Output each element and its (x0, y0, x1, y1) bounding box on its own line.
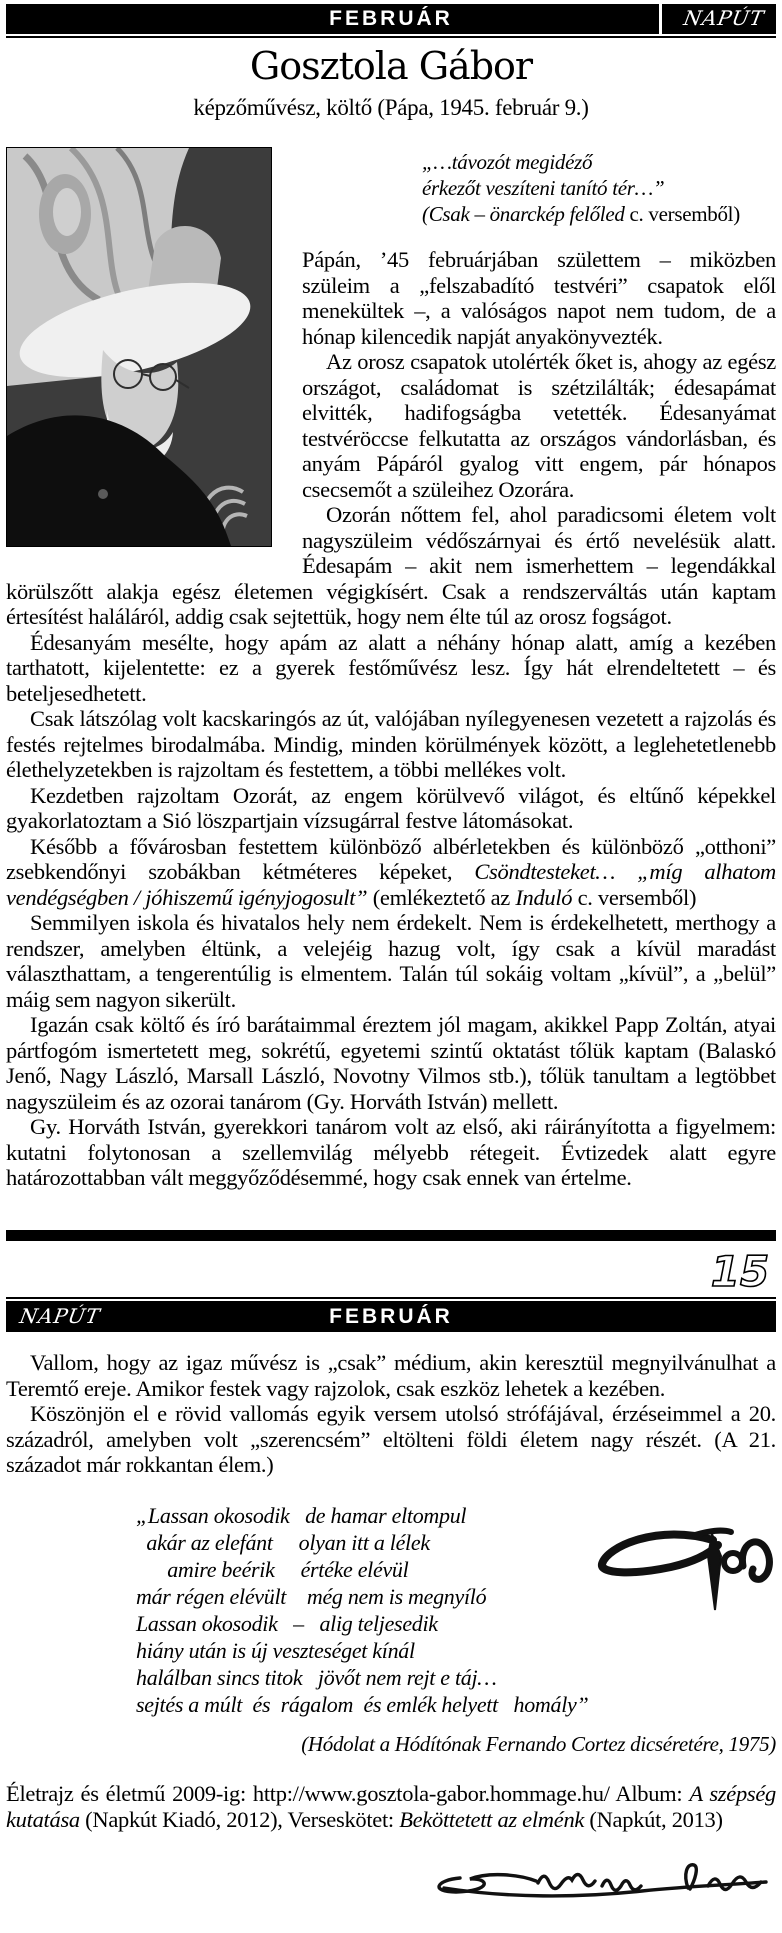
poem-line: „Lassan okosodik de hamar eltompul (136, 1502, 467, 1528)
poem-line: hiány után is új veszteséget kínál (136, 1637, 415, 1663)
paragraph: Vallom, hogy az igaz művész is „csak” médium, akin keresztül megnyilvánulhat a Teremtő ereje. Amikor festek vagy rajzolok, csak eszköz lehetek a kezében. (6, 1350, 776, 1401)
poem-line: akár az elefánt olyan itt a lélek (136, 1529, 430, 1555)
paragraph: Kezdetben rajzoltam Ozorát, az engem körülvevő világot, és eltűnő képekkel gyakorlatoztam a Sió löszpartjain vízsugárral festve látomásokat. (6, 782, 776, 833)
artist-signature (426, 1858, 774, 1912)
naput-logo: NAPÚT (681, 6, 767, 30)
poem-line: halálban sincs titok jövőt nem rejt e táj… (136, 1664, 497, 1690)
poem-line: Lassan okosodik – alig teljesedik (136, 1610, 438, 1636)
paragraph: Ozorán nőttem fel, ahol paradicsomi életem volt nagyszüleim védőszárnyai és értő nevelésük alatt. Édesapám – akit nem ismerhettem – legendákkal körülszőtt alakja egész életemen végigkísért. Csak a rendszerváltás után kaptam értesítést haláláról, addig csak sejtettük, hogy nem élte túl az orosz fogságot. (6, 502, 776, 629)
bio-note: Életrajz és életmű 2009-ig: http://www.gosztola-gabor.hommage.hu/ Album: A szépség kutatása (Napkút Kiadó, 2012), Verseskötet: Beköttetett az elménk (Napkút, 2013) (6, 1781, 776, 1832)
divider-rule (6, 1230, 776, 1241)
top-header-bar (6, 4, 776, 34)
epigraph-line: „…távozót megidéző (422, 150, 593, 174)
poem-attribution: (Hódolat a Hódítónak Fernando Cortez dicséretére, 1975) (301, 1731, 776, 1756)
paragraph: Az orosz csapatok utolérték őket is, ahogy az egész országot, családomat is szétzilálták; édesapámat elvitték, hadifogságba vetették. Édesanyámat testvéröccse felkutatta az országos vándorlásban, és anyám Pápáról gyalog vitt engem, pár hónapos csecsemőt a szüleihez Ozorára. (302, 349, 776, 502)
paragraph: Később a fővárosban festettem különböző albérletekben és különböző „otthoni” zsebkendőnyi szobákban kétméteres képeket, Csöndtesteket… „míg alhatom vendégségben / jóhiszemű igényjogosult” (emlékeztető az Induló c. versemből) (6, 833, 776, 910)
page-subtitle: képzőművész, költő (Pápa, 1945. február 9.) (193, 95, 589, 120)
artist-portrait-photo (6, 147, 272, 547)
poem-line: már régen elévült még nem is megnyíló (136, 1583, 487, 1609)
paragraph: Gy. Horváth István, gyerekkori tanárom volt az első, aki ráirányította a figyelmem: kutatni folytonosan a szellemvilág mélyebb rétegeit. Évtizedek alatt egyre határozottabban vált meggyőződésemmé, hogy csak ennek van értelme. (6, 1114, 776, 1190)
paragraph: Igazán csak költő és író barátaimmal éreztem jól magam, akikkel Papp Zoltán, atyai pártfogóm ismertetett meg, sokrétű, egyetemi szintű oktatást tőlük kaptam (Balaskó Jenő, Nagy László, Marsall László, Novotny Vilmos stb.), tőlük tanultam a legtöbbet nagyszüleim és az ozorai tanárom (Gy. Horváth István) mellett. (6, 1012, 776, 1114)
paragraph: Köszönjön el e rövid vallomás egyik versem utolsó strófájával, érzéseimmel a 20. századról, amelyben volt „szerencsém” eltölteni földi életem nagy részét. (A 21. századot már rokkantan élem.) (6, 1401, 776, 1477)
paragraph: Semmilyen iskola és hivatalos hely nem érdekelt. Nem is érdekelhetett, merthogy a rendszer, amelyben éltünk, a velejéig hazug volt, így csak a kívül maradást választhattam, a tengerentúlig is elmentem. Talán túl sokáig voltam „kívül”, a „belül” máig sem nagyon sikerült. (6, 910, 776, 1012)
bottom-header-bar (6, 1301, 776, 1332)
article-body-top (6, 147, 776, 1230)
epigraph (422, 149, 776, 227)
poem-line: amire beérik értéke elévül (136, 1556, 409, 1582)
naput-logo: NAPÚT (17, 1304, 103, 1328)
epigraph-source: (Csak – önarckép felőled c. versemből) (422, 202, 740, 226)
article-body-bottom (6, 1350, 776, 1933)
page-number-text: 15 (710, 1247, 770, 1295)
page-number (704, 1247, 774, 1295)
paragraph: Édesanyám mesélte, hogy apám az alatt a néhány hónap alatt, amíg a kezében tarthatott, kijelentette: ez a gyerek festőművész lesz. Így hát elrendeltetett – és beteljesedhetett. (6, 629, 776, 706)
month-label: FEBRUÁR (329, 1305, 453, 1328)
page-title: Gosztola Gábor (249, 44, 533, 88)
epigraph-line: érkezőt veszíteni tanító tér…” (422, 176, 665, 200)
portrait-illustration (7, 148, 271, 546)
month-label: FEBRUÁR (329, 7, 453, 30)
paragraph: Pápán, ’45 februárjában születtem – miközben szüleim a „felszabadító testvéri” csapatok elől menekültek –, a valóságos napot nem tudom, de a hónap kilencedik napját anyakönyvezték. (302, 247, 776, 349)
paragraph: Csak látszólag volt kacskaringós az út, valójában nyílegyenesen vezetett a rajzolás és festés rejtelmes birodalmába. Mindig, minden körülmények között, a leglehetetlenebb élethelyzetekben is rajzoltam és festettem, a többi mellékes volt. (6, 706, 776, 782)
poem-line: sejtés a múlt és rágalom és emlék helyett homály” (136, 1691, 589, 1717)
bar-separator (659, 4, 662, 34)
artist-monogram (591, 1522, 776, 1623)
